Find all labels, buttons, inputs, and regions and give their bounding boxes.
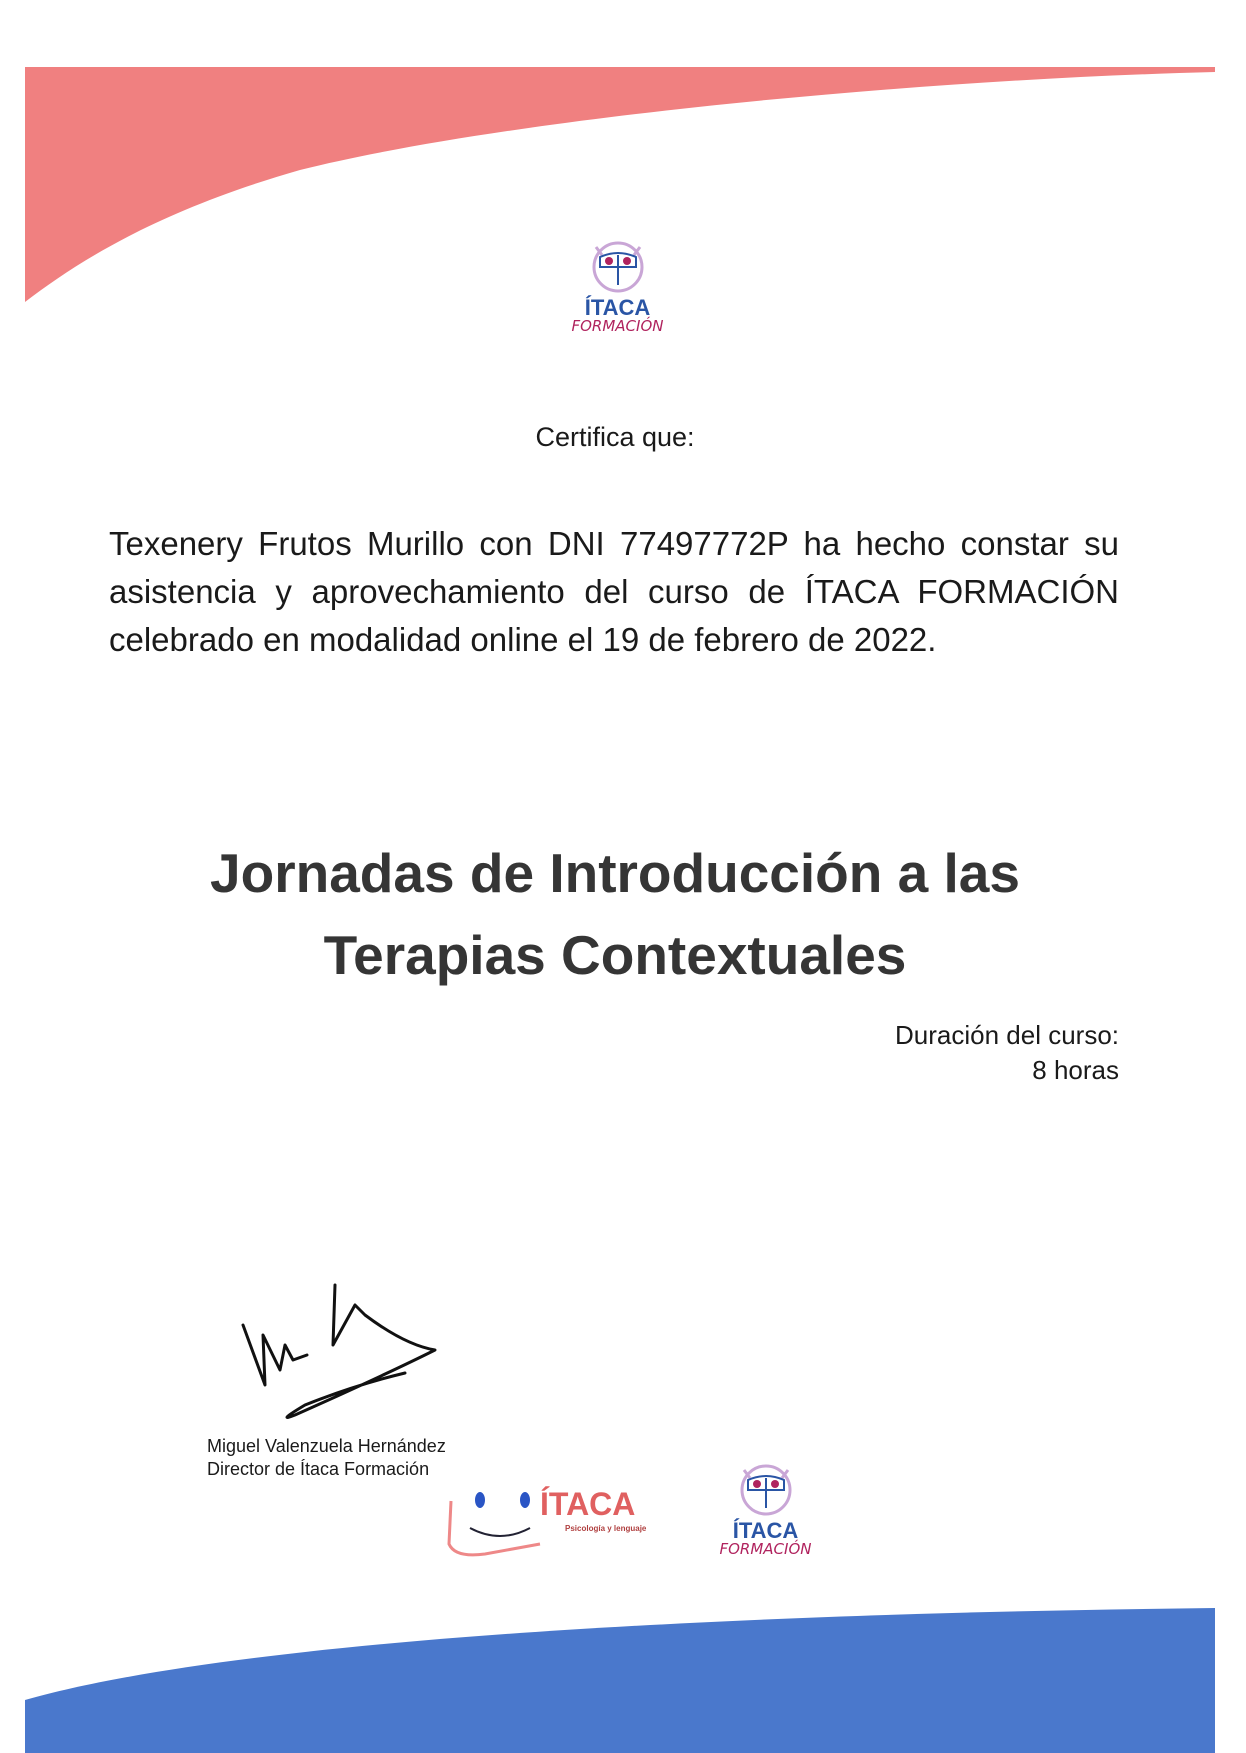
course-title [60,832,1170,996]
course-duration [895,1018,1119,1088]
signer-block [207,1435,446,1481]
signer-name: Miguel Valenzuela Hernández [207,1436,446,1456]
owl-icon [588,235,648,293]
duration-label: Duración del curso: [895,1020,1119,1050]
signature [235,1275,445,1425]
certifies-label: Certifica que: [535,422,695,452]
course-title-line-1: Jornadas de Introducción a las [210,842,1020,904]
bottom-decorative-band [0,1590,1246,1753]
logo-sub: FORMACIÓN [571,317,664,335]
owl-icon [736,1458,796,1516]
certificate-body: Texenery Frutos Murillo con DNI 77497772P ha hecho constar su asistencia y aprovechamiento del curso de ÍTACA FORMACIÓN celebrado en modalidad online el 19 de febrero de 2022. [109,525,1119,658]
signer-role: Director de Ítaca Formación [207,1459,430,1479]
logo-brand: ÍTACA [584,295,651,320]
logo-sub: FORMACIÓN [719,1540,812,1558]
psicologia-logo [445,1486,655,1558]
psico-brand: ÍTACA [540,1486,636,1522]
duration-value: 8 horas [1032,1055,1119,1085]
logo-brand: ÍTACA [732,1518,799,1543]
course-title-line-2: Terapias Contextuales [323,924,907,986]
psico-sub: Psicología y lenguaje [565,1524,647,1533]
smiley-icon [445,1486,545,1558]
footer-formacion-logo [718,1458,813,1557]
header-logo [570,235,665,334]
